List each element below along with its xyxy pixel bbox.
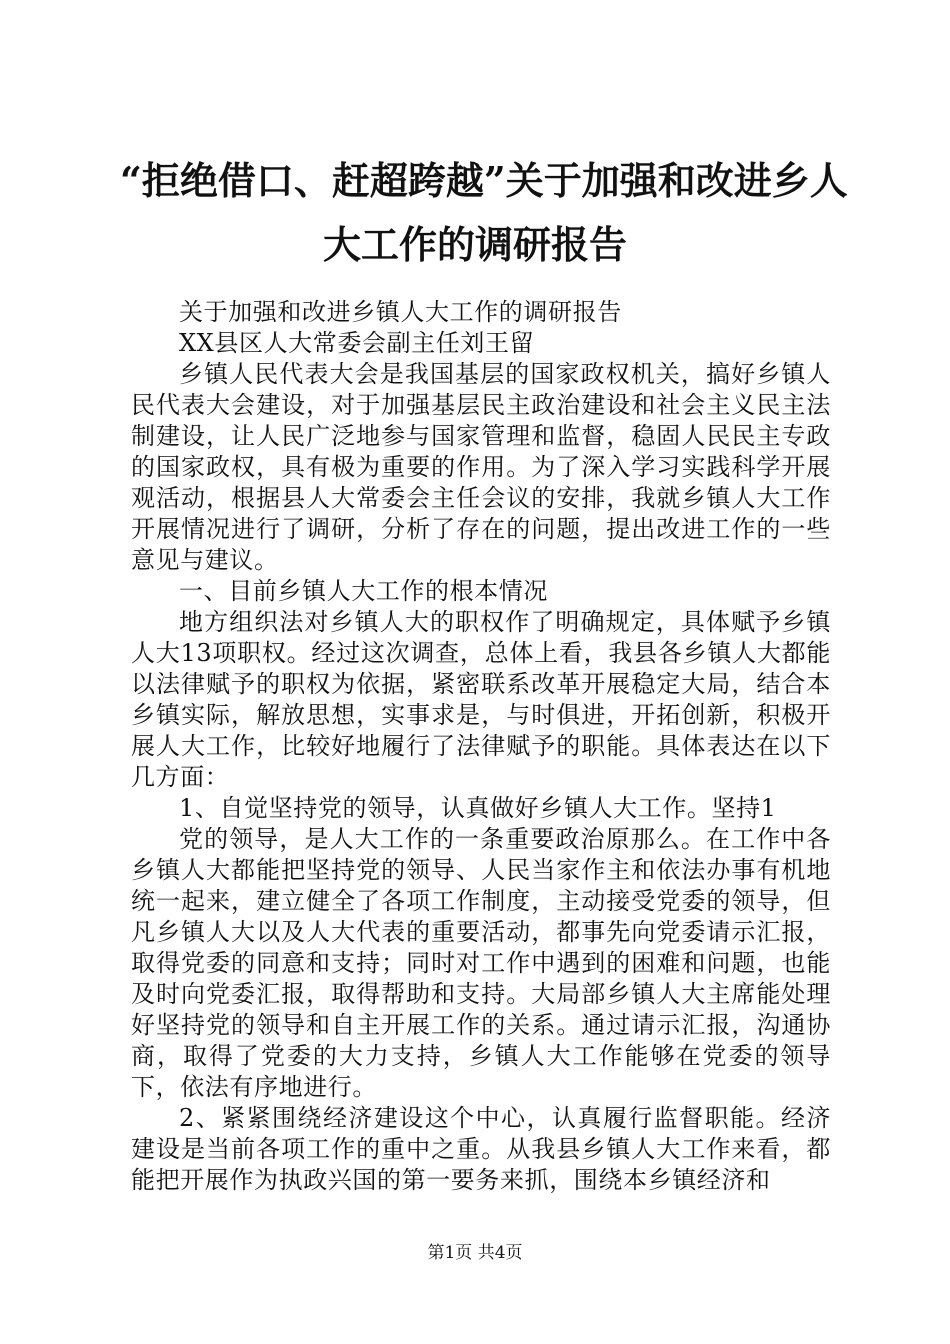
document-title-line-1: “拒绝借口、赶超跨越”关于加强和改进乡人	[120, 158, 848, 203]
document-body	[131, 297, 831, 1196]
intro-paragraph: 乡镇人民代表大会是我国基层的国家政权机关，搞好乡镇人民代表大会建设，对于加强基层民主政治建设和社会主义民主法制建设，让人民广泛地参与国家管理和监督，稳固人民民主专政的国家政权，具有极为重要的作用。为了深入学习实践科学开展观活动，根据县人大常委会主任会议的安排，我就乡镇人大工作开展情况进行了调研，分析了存在的问题，提出改进工作的一些意见与建议。	[131, 360, 831, 574]
subtitle-paragraph: 关于加强和改进乡镇人大工作的调研报告	[179, 298, 622, 326]
list-item-paragraph: 2、紧紧围绕经济建设这个中心，认真履行监督职能。经济建设是当前各项工作的重中之重。从我县乡镇人大工作来看，都能把开展作为执政兴国的第一要务来抓，围绕本乡镇经济和	[131, 1104, 831, 1194]
section-heading: 一、目前乡镇人大工作的根本情况	[179, 577, 548, 605]
body-paragraph: 地方组织法对乡镇人大的职权作了明确规定，具体赋予乡镇人大13项职权。经过这次调查，总体上看，我县各乡镇人大都能以法律赋予的职权为依据，紧密联系改革开展稳定大局，结合本乡镇实际，解放思想，实事求是，与时俱进，开拓创新，积极开展人大工作，比较好地履行了法律赋予的职能。具体表达在以下几方面：	[131, 608, 831, 791]
author-paragraph: XX县区人大常委会副主任刘王留	[179, 329, 535, 357]
document-title-line-2: 大工作的调研报告	[322, 222, 627, 267]
list-item-heading: 1、自觉坚持党的领导，认真做好乡镇人大工作。坚持1	[179, 794, 777, 822]
body-paragraph: 党的领导，是人大工作的一条重要政治原那么。在工作中各乡镇人大都能把坚持党的领导、人民当家作主和依法办事有机地统一起来，建立健全了各项工作制度，主动接受党委的领导，但凡乡镇人大以及人大代表的重要活动，都事先向党委请示汇报，取得党委的同意和支持；同时对工作中遇到的困难和问题，也能及时向党委汇报，取得帮助和支持。大局部乡镇人大主席能处理好坚持党的领导和自主开展工作的关系。通过请示汇报，沟通协商，取得了党委的大力支持，乡镇人大工作能够在党委的领导下，依法有序地进行。	[131, 825, 831, 1101]
page-footer: 第1页 共4页	[427, 1243, 523, 1263]
